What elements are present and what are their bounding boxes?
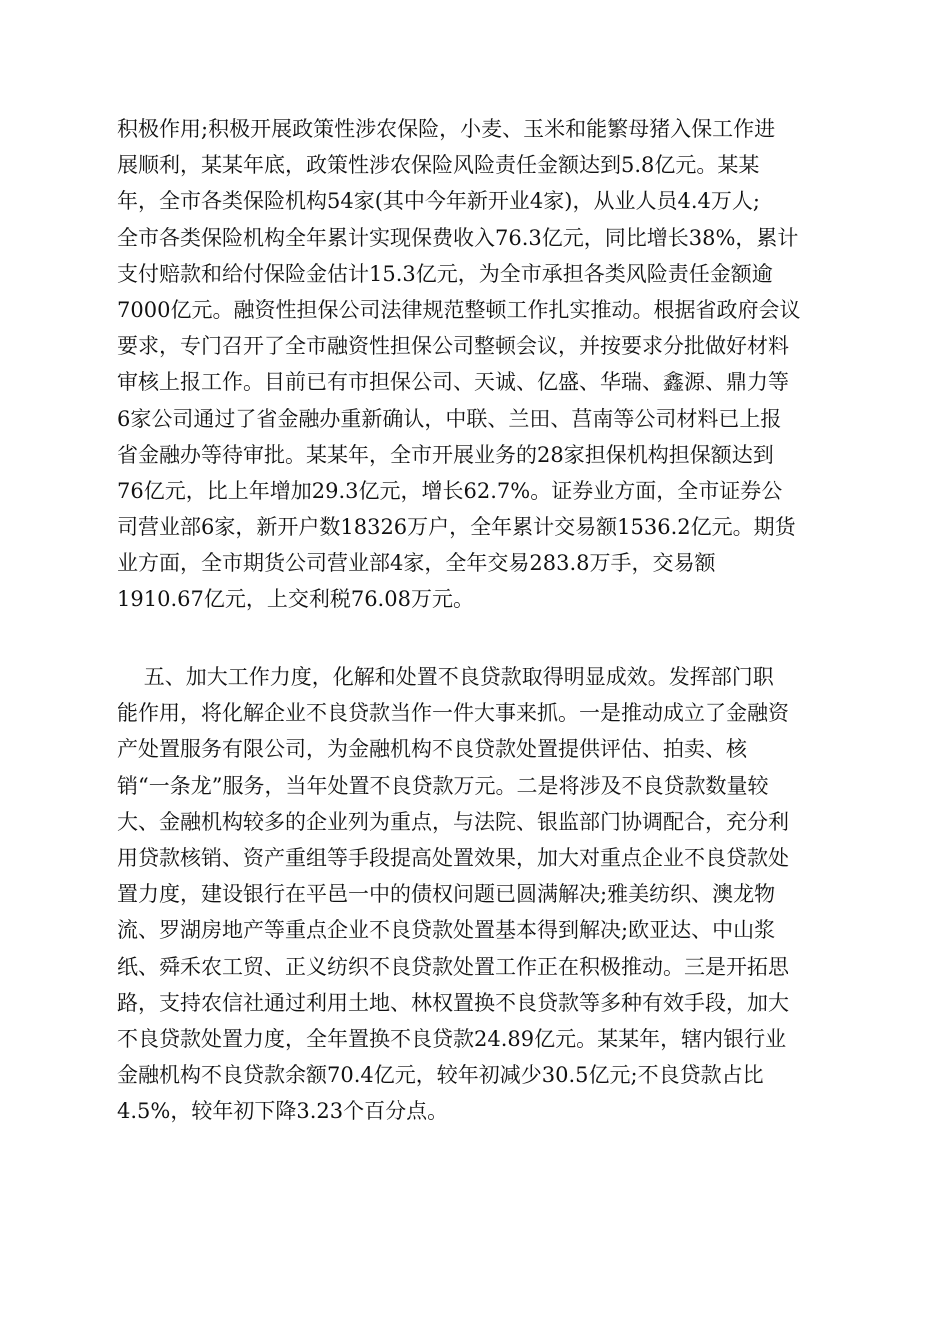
paragraph-line: 能作用，将化解企业不良贷款当作一件大事来抓。一是推动成立了金融资	[117, 701, 789, 726]
paragraph-line: 流、罗湖房地产等重点企业不良贷款处置基本得到解决;欧亚达、中山浆	[117, 918, 776, 943]
paragraph-bad-loan-disposal	[117, 659, 837, 1129]
paragraph-line: 不良贷款处置力度，全年置换不良贷款24.89亿元。某某年，辖内银行业	[117, 1026, 787, 1051]
paragraph-line: 支付赔款和给付保险金估计15.3亿元，为全市承担各类风险责任金额逾	[117, 261, 773, 286]
paragraph-line: 五、加大工作力度，化解和处置不良贷款取得明显成效。发挥部门职	[117, 665, 774, 689]
paragraph-line: 省金融办等待审批。某某年，全市开展业务的28家担保机构担保额达到	[117, 442, 774, 467]
paragraph-line: 置力度，建设银行在平邑一中的债权问题已圆满解决;雅美纺织、澳龙物	[117, 882, 776, 907]
paragraph-line: 7000亿元。融资性担保公司法律规范整顿工作扎实推动。根据省政府会议	[117, 297, 801, 322]
paragraph-line: 产处置服务有限公司，为金融机构不良贷款处置提供评估、拍卖、核	[117, 737, 747, 762]
paragraph-line: 要求，专门召开了全市融资性担保公司整顿会议，并按要求分批做好材料	[117, 334, 789, 359]
paragraph-insurance-guarantee-securities	[117, 111, 837, 618]
paragraph-line: 积极作用;积极开展政策性涉农保险，小麦、玉米和能繁母猪入保工作进	[117, 117, 776, 141]
paragraph-line: 司营业部6家，新开户数18326万户，全年累计交易额1536.2亿元。期货	[117, 515, 796, 540]
paragraph-line: 审核上报工作。目前已有市担保公司、天诚、亿盛、华瑞、鑫源、鼎力等	[117, 370, 789, 395]
paragraph-line: 业方面，全市期货公司营业部4家，全年交易283.8万手，交易额	[117, 551, 716, 576]
paragraph-line: 销“一条龙”服务，当年处置不良贷款万元。二是将涉及不良贷款数量较	[117, 773, 769, 798]
paragraph-line: 全市各类保险机构全年累计实现保费收入76.3亿元，同比增长38%，累计	[117, 225, 799, 250]
paragraph-line: 大、金融机构较多的企业列为重点，与法院、银监部门协调配合，充分利	[117, 809, 789, 834]
paragraph-line: 年，全市各类保险机构54家(其中今年新开业4家)，从业人员4.4万人;	[117, 189, 760, 214]
paragraph-line: 用贷款核销、资产重组等手段提高处置效果，加大对重点企业不良贷款处	[117, 845, 789, 870]
paragraph-line: 金融机构不良贷款余额70.4亿元，较年初减少30.5亿元;不良贷款占比	[117, 1063, 764, 1088]
paragraph-line: 路，支持农信社通过利用土地、林权置换不良贷款等多种有效手段，加大	[117, 990, 789, 1015]
paragraph-line: 纸、舜禾农工贸、正义纺织不良贷款处置工作正在积极推动。三是开拓思	[117, 954, 789, 979]
paragraph-line: 76亿元，比上年增加29.3亿元，增长62.7%。证券业方面，全市证券公	[117, 478, 783, 503]
paragraph-line: 4.5%，较年初下降3.23个百分点。	[117, 1099, 449, 1124]
paragraph-line: 6家公司通过了省金融办重新确认，中联、兰田、莒南等公司材料已上报	[117, 406, 782, 431]
paragraph-line: 展顺利，某某年底，政策性涉农保险风险责任金额达到5.8亿元。某某	[117, 153, 760, 178]
paragraph-line: 1910.67亿元，上交利税76.08万元。	[117, 587, 474, 612]
